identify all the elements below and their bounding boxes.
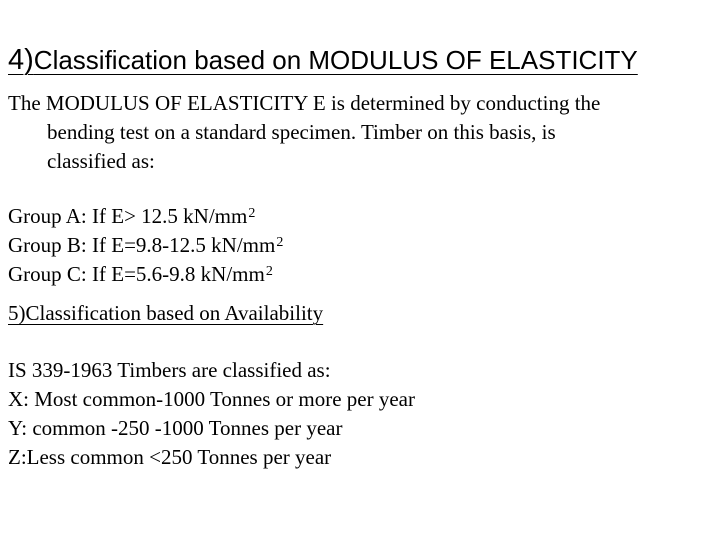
group-list (8, 202, 708, 289)
group-b-superscript: 2 (276, 235, 284, 250)
group-a-item (8, 202, 708, 231)
description-line: bending test on a standard specimen. Timber on this basis, is (47, 120, 556, 144)
description-line: The MODULUS OF ELASTICITY E is determined by conducting the (8, 91, 601, 115)
availability-item-z: Z:Less common <250 Tonnes per year (8, 445, 332, 469)
modulus-description (8, 89, 708, 176)
description-line: classified as: (47, 149, 155, 173)
group-a-superscript: 2 (248, 206, 256, 221)
group-a-text: Group A: If E> 12.5 kN/mm (8, 204, 248, 228)
section-4-heading (8, 44, 708, 76)
availability-item-x: X: Most common-1000 Tonnes or more per year (8, 387, 415, 411)
availability-item-y: Y: common -250 -1000 Tonnes per year (8, 416, 343, 440)
section-5-heading: 5)Classification based on Availability (8, 301, 324, 325)
availability-intro: IS 339-1963 Timbers are classified as: (8, 358, 331, 382)
section-4-title: Classification based on MODULUS OF ELASTICITY (33, 45, 638, 75)
group-b-text: Group B: If E=9.8-12.5 kN/mm (8, 233, 276, 257)
group-b-item (8, 231, 708, 260)
availability-list (8, 356, 708, 472)
group-c-superscript: 2 (265, 264, 273, 279)
section-4-number: 4) (8, 44, 34, 76)
group-c-item (8, 260, 708, 289)
group-c-text: Group C: If E=5.6-9.8 kN/mm (8, 262, 265, 286)
